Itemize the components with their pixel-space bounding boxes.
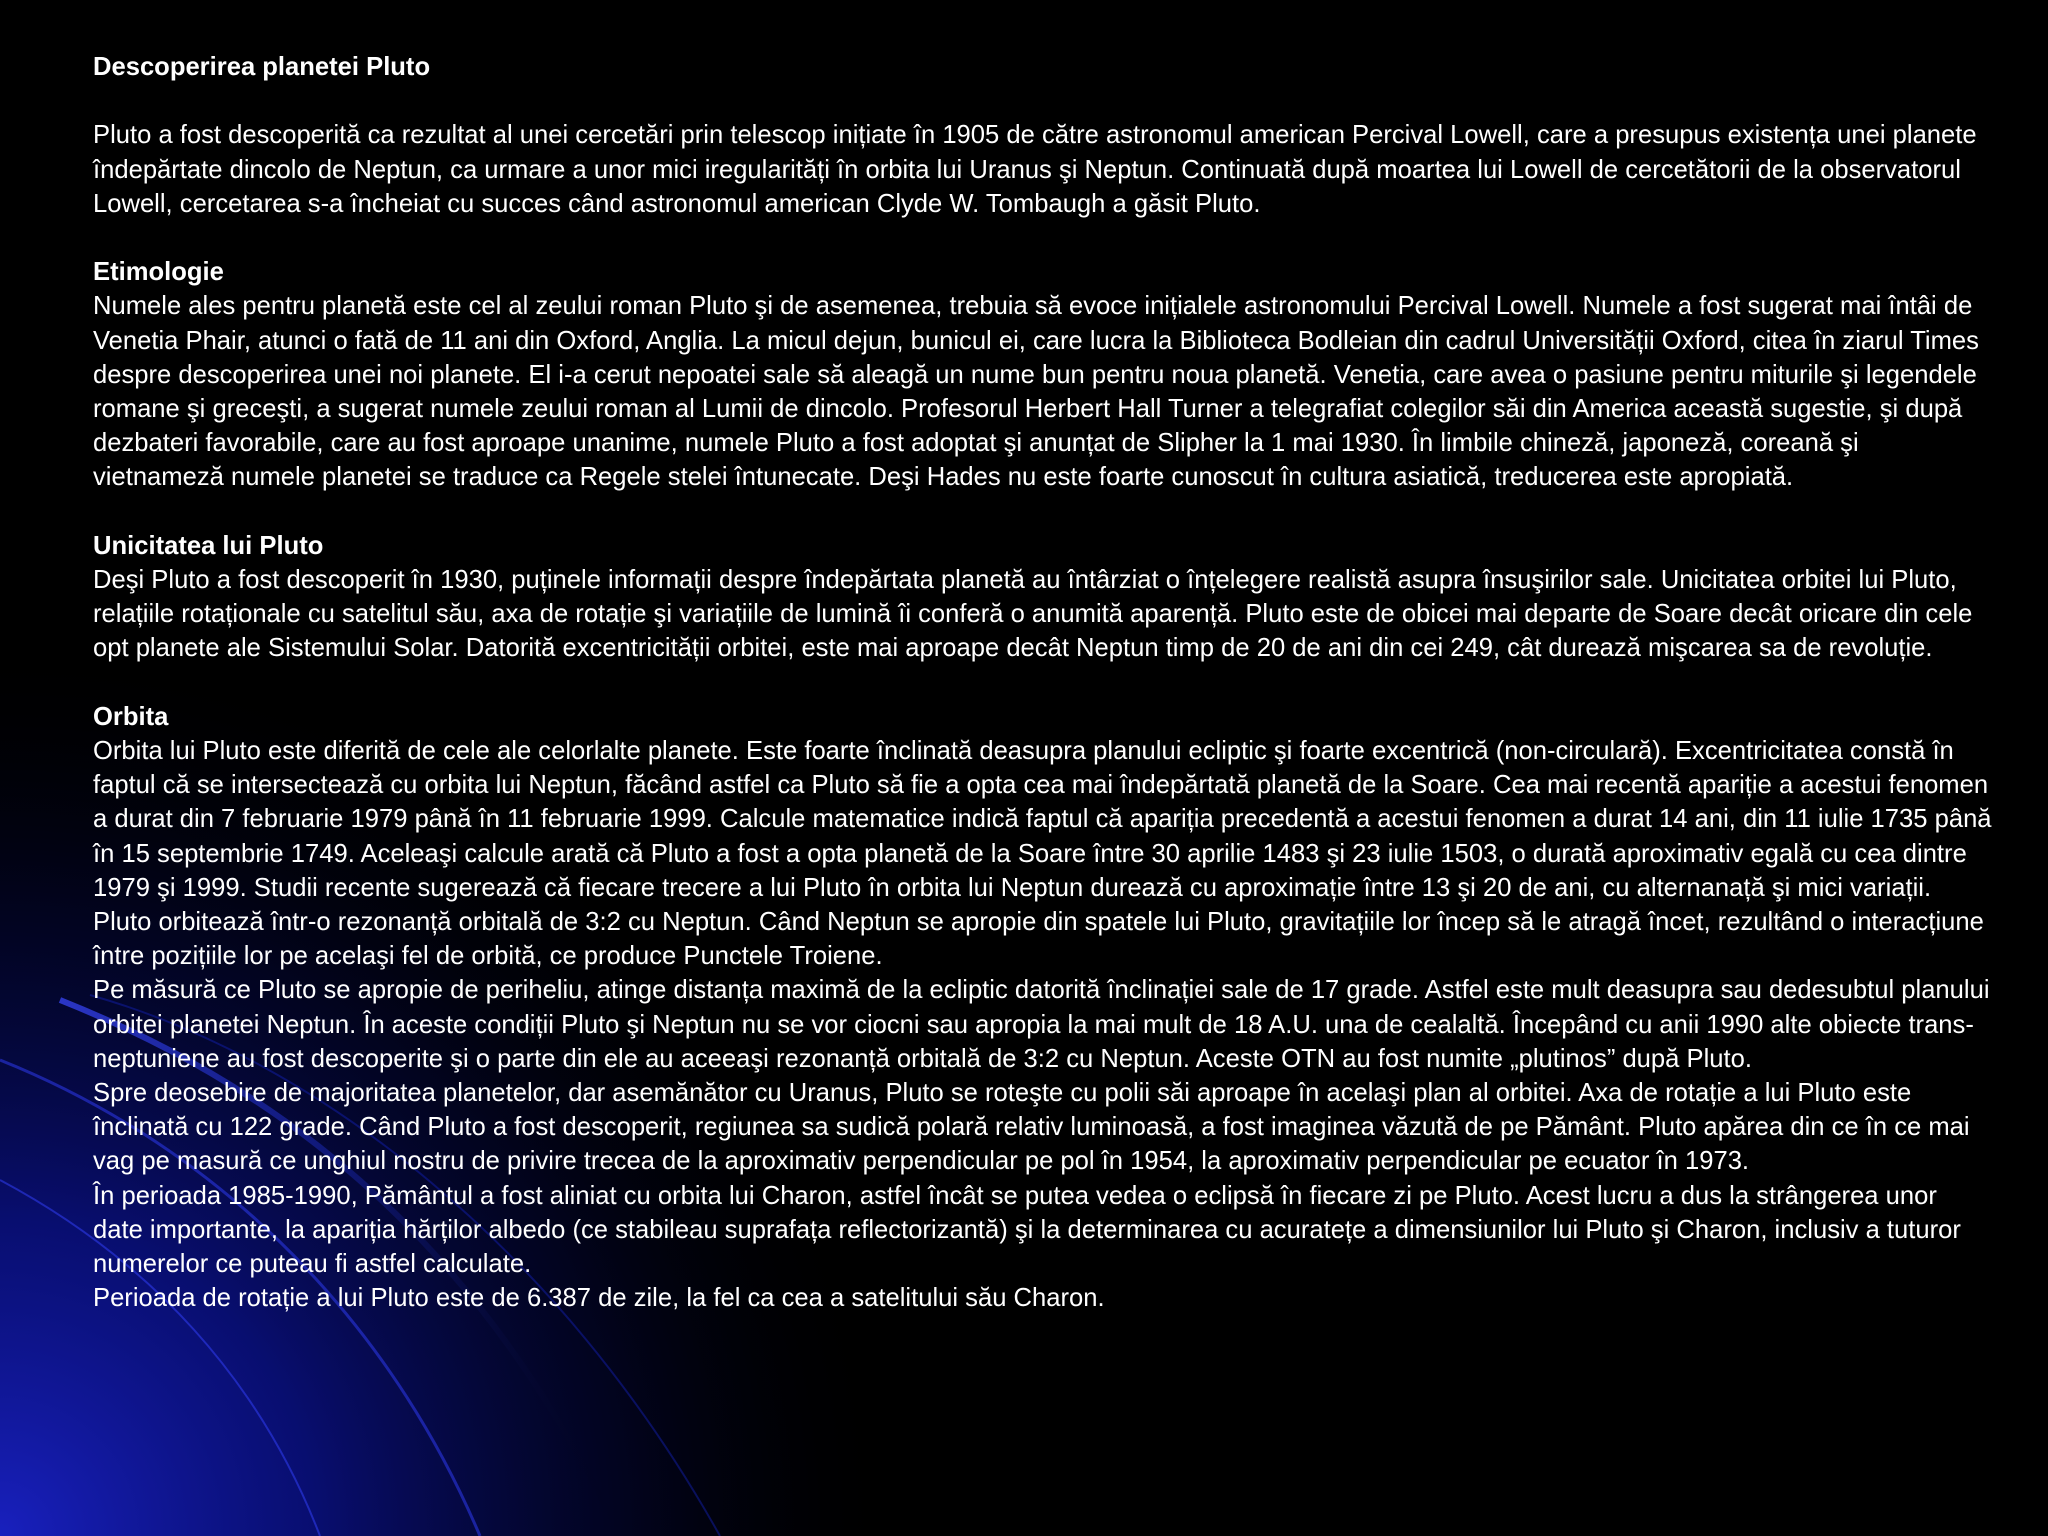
- orbita-paragraph-4: În perioada 1985-1990, Pământul a fost aliniat cu orbita lui Charon, astfel încât se putea vedea o eclipsă în fiecare zi pe Pluto. Acest lucru a dus la strângerea unor date importante, la apariția hărților albedo (ce stabileau suprafața reflectorizantă) şi la determinarea cu acuratețe a dimensiunilor lui Pluto şi Charon, inclusiv a tuturor numerelor ce puteau fi astfel calculate.: [93, 1181, 1961, 1279]
- document-title: Descoperirea planetei Pluto: [93, 53, 431, 81]
- etimologie-paragraph: Numele ales pentru planetă este cel al zeului roman Pluto şi de asemenea, trebuia să evoce inițialele astronomului Percival Lowell. Numele a fost sugerat mai întâi de Venetia Phair, atunci o fată de 11 ani din Oxford, Anglia. La micul dejun, bunicul ei, care lucra la Biblioteca Bodleian din cadrul Universității Oxford, citea în ziarul Times despre descoperirea unei noi planete. El i-a cerut nepoatei sale să aleagă un nume bun pentru noua planetă. Venetia, care avea o pasiune pentru miturile şi legendele romane şi greceşti, a sugerat numele zeului roman al Lumii de dincolo. Profesorul Herbert Hall Turner a telegrafiat colegilor săi din America această sugestie, şi după dezbateri favorabile, care au fost aproape unanime, numele Pluto a fost adoptat şi anunțat de Slipher la 1 mai 1930. În limbile chineză, japoneză, coreană şi vietnameză numele planetei se traduce ca Regele stelei întunecate. Deşi Hades nu este foarte cunoscut în cultura asiatică, treducerea este apropiată.: [93, 292, 1979, 492]
- orbita-paragraph-2: Pe măsură ce Pluto se apropie de periheliu, atinge distanța maximă de la ecliptic datorită înclinației sale de 17 grade. Astfel este mult deasupra sau dedesubtul planului orbitei planetei Neptun. În aceste condiții Pluto şi Neptun nu se vor ciocni sau apropia la mai mult de 18 A.U. una de cealaltă. Începând cu anii 1990 alte obiecte trans-neptuniene au fost descoperite şi o parte din ele au aceeaşi rezonanță orbitală de 3:2 cu Neptun. Aceste OTN au fost numite „plutinos” după Pluto.: [93, 976, 1990, 1073]
- orbita-paragraph-1: Orbita lui Pluto este diferită de cele ale celorlalte planete. Este foarte înclinată deasupra planului ecliptic şi foarte excentrică (non-circulară). Excentricitatea constă în faptul că se intersectează cu orbita lui Neptun, făcând astfel ca Pluto să fie a opta cea mai îndepărtată planetă de la Soare. Cea mai recentă apariție a acestui fenomen a durat din 7 februarie 1979 până în 11 februarie 1999. Calcule matematice indică faptul că apariția precedentă a acestui fenomen a durat 14 ani, din 11 iulie 1735 până în 15 septembrie 1749. Aceleaşi calcule arată că Pluto a fost a opta planetă de la Soare între 30 aprilie 1483 şi 23 iulie 1503, o durată aproximativ egală cu cea dintre 1979 şi 1999. Studii recente sugerează că fiecare trecere a lui Pluto în orbita lui Neptun durează cu aproximație între 13 şi 20 de ani, cu alternanață şi mici variații. Pluto orbitează într-o rezonanță orbitală de 3:2 cu Neptun. Când Neptun se apropie din spatele lui Pluto, gravitațiile lor încep să le atragă încet, rezultând o interacțiune între pozițiile lor pe acelaşi fel de orbită, ce produce Punctele Troiene.: [93, 737, 1992, 971]
- unicitatea-paragraph: Deşi Pluto a fost descoperit în 1930, puținele informații despre îndepărtata planetă au întârziat o înțelegere realistă asupra însuşirilor sale. Unicitatea orbitei lui Pluto, relațiile rotaționale cu satelitul său, axa de rotație şi variațiile de lumină îi conferă o anumită aparență. Pluto este de obicei mai departe de Soare decât oricare din cele opt planete ale Sistemului Solar. Datorită excentricității orbitei, este mai aproape decât Neptun timp de 20 de ani din cei 249, cât durează mişcarea sa de revoluție.: [93, 566, 1973, 663]
- orbita-paragraph-3: Spre deosebire de majoritatea planetelor, dar asemănător cu Uranus, Pluto se roteşte cu polii săi aproape în acelaşi plan al orbitei. Axa de rotație a lui Pluto este înclinată cu 122 grade. Când Pluto a fost descoperit, regiunea sa sudică polară relativ luminoasă, a fost imaginea văzută de pe Pământ. Pluto apărea din ce în ce mai vag pe masură ce unghiul nostru de privire trecea de la aproximativ perpendicular pe pol în 1954, la aproximativ perpendicular pe ecuator în 1973.: [93, 1079, 1970, 1176]
- document-body: [93, 50, 1993, 1315]
- section-heading-unicitatea: Unicitatea lui Pluto: [93, 531, 324, 560]
- section-heading-etimologie: Etimologie: [93, 258, 224, 287]
- section-heading-orbita: Orbita: [93, 702, 169, 731]
- intro-paragraph: Pluto a fost descoperită ca rezultat al unei cercetări prin telescop inițiate în 1905 de către astronomul american Percival Lowell, care a presupus existența unei planete îndepărtate dincolo de Neptun, ca urmare a unor mici iregularități în orbita lui Uranus şi Neptun. Continuată după moartea lui Lowell de cercetătorii de la observatorul Lowell, cercetarea s-a încheiat cu succes când astronomul american Clyde W. Tombaugh a găsit Pluto.: [93, 121, 1977, 218]
- orbita-paragraph-5: Perioada de rotație a lui Pluto este de 6.387 de zile, la fel ca cea a satelitului său Charon.: [93, 1284, 1105, 1313]
